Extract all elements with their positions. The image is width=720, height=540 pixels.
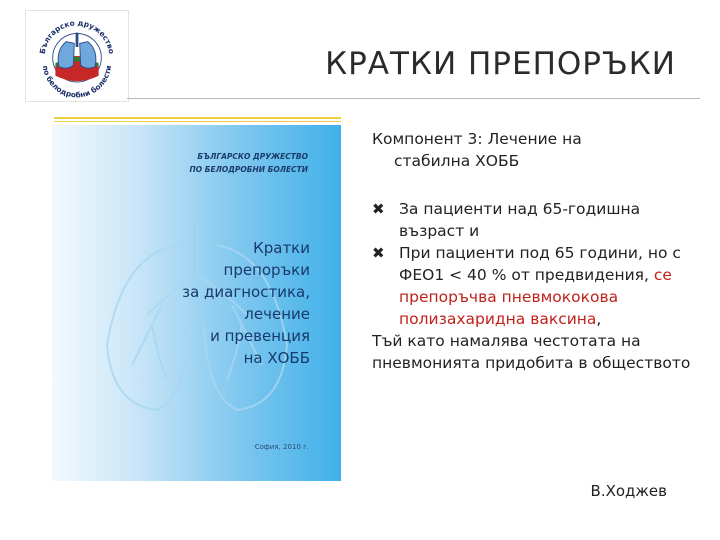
gold-rule-thin xyxy=(54,121,341,122)
cover-title-line: и превенция xyxy=(210,327,310,345)
lungs-logo-icon xyxy=(32,11,122,101)
cover-footer: София, 2010 г. xyxy=(254,443,309,451)
logo-text-top: Българско дружество xyxy=(37,18,117,55)
cover-title-line: на ХОББ xyxy=(243,349,310,367)
title-divider xyxy=(127,98,700,99)
component-heading xyxy=(372,128,702,172)
cover-organization xyxy=(108,150,308,176)
cover-title-line: препоръки xyxy=(223,261,310,279)
bullet-text: За пациенти над 65-годишна възраст и xyxy=(399,200,641,240)
cover-title xyxy=(90,237,310,369)
bullet-list xyxy=(372,198,702,330)
bullet-text: При пациенти под 65 години, но с ФЕО1 < 40 % от предвидения, xyxy=(399,244,681,284)
gold-rule xyxy=(54,117,341,119)
cover-title-line: лечение xyxy=(244,305,310,323)
list-item xyxy=(372,198,702,242)
booklet-cover-image xyxy=(52,125,341,481)
logo-text-bottom: по белодробни болести xyxy=(40,64,114,100)
component-line-2: стабилна ХОББ xyxy=(394,152,520,170)
trailing-text: Тъй като намалява честотата на пневмонията придобита в обществото xyxy=(372,332,691,372)
bullet-text-end: , xyxy=(596,310,602,328)
slide-title: КРАТКИ ПРЕПОРЪКИ xyxy=(325,46,676,82)
slide-content xyxy=(372,128,702,374)
cover-title-line: за диагностика, xyxy=(182,283,310,301)
cover-org-line: ПО БЕЛОДРОБНИ БОЛЕСТИ xyxy=(189,165,308,174)
x-bullet-icon: ✖ xyxy=(372,244,385,262)
bullet-highlight: се препоръчва пневмококова полизахаридна ваксина xyxy=(399,266,672,328)
x-bullet-icon: ✖ xyxy=(372,200,385,218)
list-item xyxy=(372,242,702,330)
cover-org-line: БЪЛГАРСКО ДРУЖЕСТВО xyxy=(197,152,308,161)
component-line-1: Компонент 3: Лечение на xyxy=(372,130,582,148)
cover-title-line: Кратки xyxy=(253,239,310,257)
author-name: В.Ходжев xyxy=(590,482,667,500)
society-logo xyxy=(25,10,129,102)
